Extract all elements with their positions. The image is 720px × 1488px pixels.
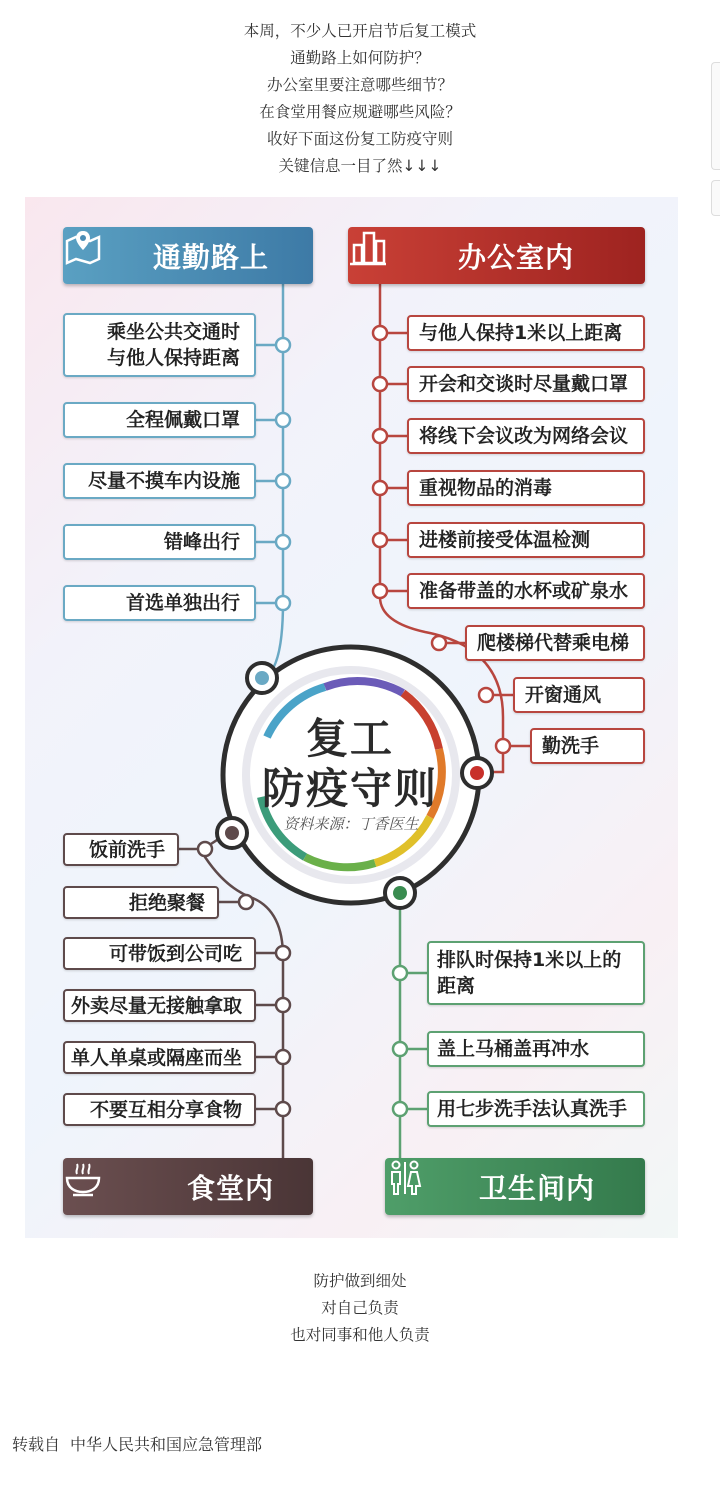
intro-line: 通勤路上如何防护？ xyxy=(290,49,430,67)
restroom-item: 用七步洗手法认真洗手 xyxy=(427,1091,645,1127)
building-icon xyxy=(404,234,448,278)
commute-item: 全程佩戴口罩 xyxy=(63,402,256,438)
repost-credit xyxy=(12,1432,272,1455)
canteen-item: 单人单桌或隔座而坐 xyxy=(63,1041,256,1074)
commute-item: 错峰出行 xyxy=(63,524,256,560)
category-office-header xyxy=(348,227,645,284)
intro-line: 在食堂用餐应规避哪些风险？ xyxy=(259,103,461,121)
intro-line: 关键信息一目了然↓↓↓ xyxy=(278,157,442,175)
source-credit: 资料来源：丁香医生 xyxy=(283,815,419,833)
office-item: 重视物品的消毒 xyxy=(407,470,645,506)
category-restroom-header xyxy=(385,1158,645,1215)
commute-item: 乘坐公共交通时 与他人保持距离 xyxy=(63,313,256,377)
outro-line: 也对同事和他人负责 xyxy=(290,1326,430,1344)
center-title-line: 复工 xyxy=(305,714,394,763)
intro-line: 办公室里要注意哪些细节？ xyxy=(266,76,453,94)
intro-line: 本周，不少人已开启节后复工模式 xyxy=(243,22,477,40)
side-scroll-tab-bottom[interactable] xyxy=(711,180,720,216)
outro-line: 对自己负责 xyxy=(321,1299,399,1317)
office-item: 开会和交谈时尽量戴口罩 xyxy=(407,366,645,402)
category-commute-title: 通勤路上 xyxy=(153,240,270,274)
map-icon xyxy=(99,234,143,278)
canteen-item: 外卖尽量无接触拿取 xyxy=(63,989,256,1022)
office-item: 爬楼梯代替乘电梯 xyxy=(465,625,645,661)
restroom-item: 盖上马桶盖再冲水 xyxy=(427,1031,645,1067)
office-item: 将线下会议改为网络会议 xyxy=(407,418,645,454)
intro-text xyxy=(0,18,720,180)
repost-label: 转载自 xyxy=(12,1435,61,1454)
category-canteen-title: 食堂内 xyxy=(187,1171,275,1205)
canteen-item: 可带饭到公司吃 xyxy=(63,937,256,970)
infographic-image[interactable] xyxy=(25,197,678,1238)
restroom-item: 排队时保持1米以上的 距离 xyxy=(427,941,645,1005)
canteen-item: 饭前洗手 xyxy=(63,833,179,866)
outro-line: 防护做到细处 xyxy=(313,1272,407,1290)
center-title-line: 防疫守则 xyxy=(261,764,438,813)
canteen-item: 拒绝聚餐 xyxy=(63,886,219,919)
office-item: 勤洗手 xyxy=(530,728,645,764)
bowl-icon xyxy=(133,1165,177,1209)
outro-text xyxy=(0,1268,720,1349)
category-restroom-title: 卫生间内 xyxy=(479,1171,596,1205)
office-item: 与他人保持1米以上距离 xyxy=(407,315,645,351)
category-office-title: 办公室内 xyxy=(458,240,575,274)
category-commute-header xyxy=(63,227,313,284)
canteen-item: 不要互相分享食物 xyxy=(63,1093,256,1126)
intro-line: 收好下面这份复工防疫守则 xyxy=(266,130,453,148)
office-item: 开窗通风 xyxy=(513,677,645,713)
repost-source: 中华人民共和国应急管理部 xyxy=(70,1435,263,1454)
category-canteen-header xyxy=(63,1158,313,1215)
office-item: 进楼前接受体温检测 xyxy=(407,522,645,558)
restroom-icon xyxy=(425,1165,469,1209)
commute-item: 首选单独出行 xyxy=(63,585,256,621)
commute-item: 尽量不摸车内设施 xyxy=(63,463,256,499)
center-title xyxy=(255,714,445,814)
office-item: 准备带盖的水杯或矿泉水 xyxy=(407,573,645,609)
